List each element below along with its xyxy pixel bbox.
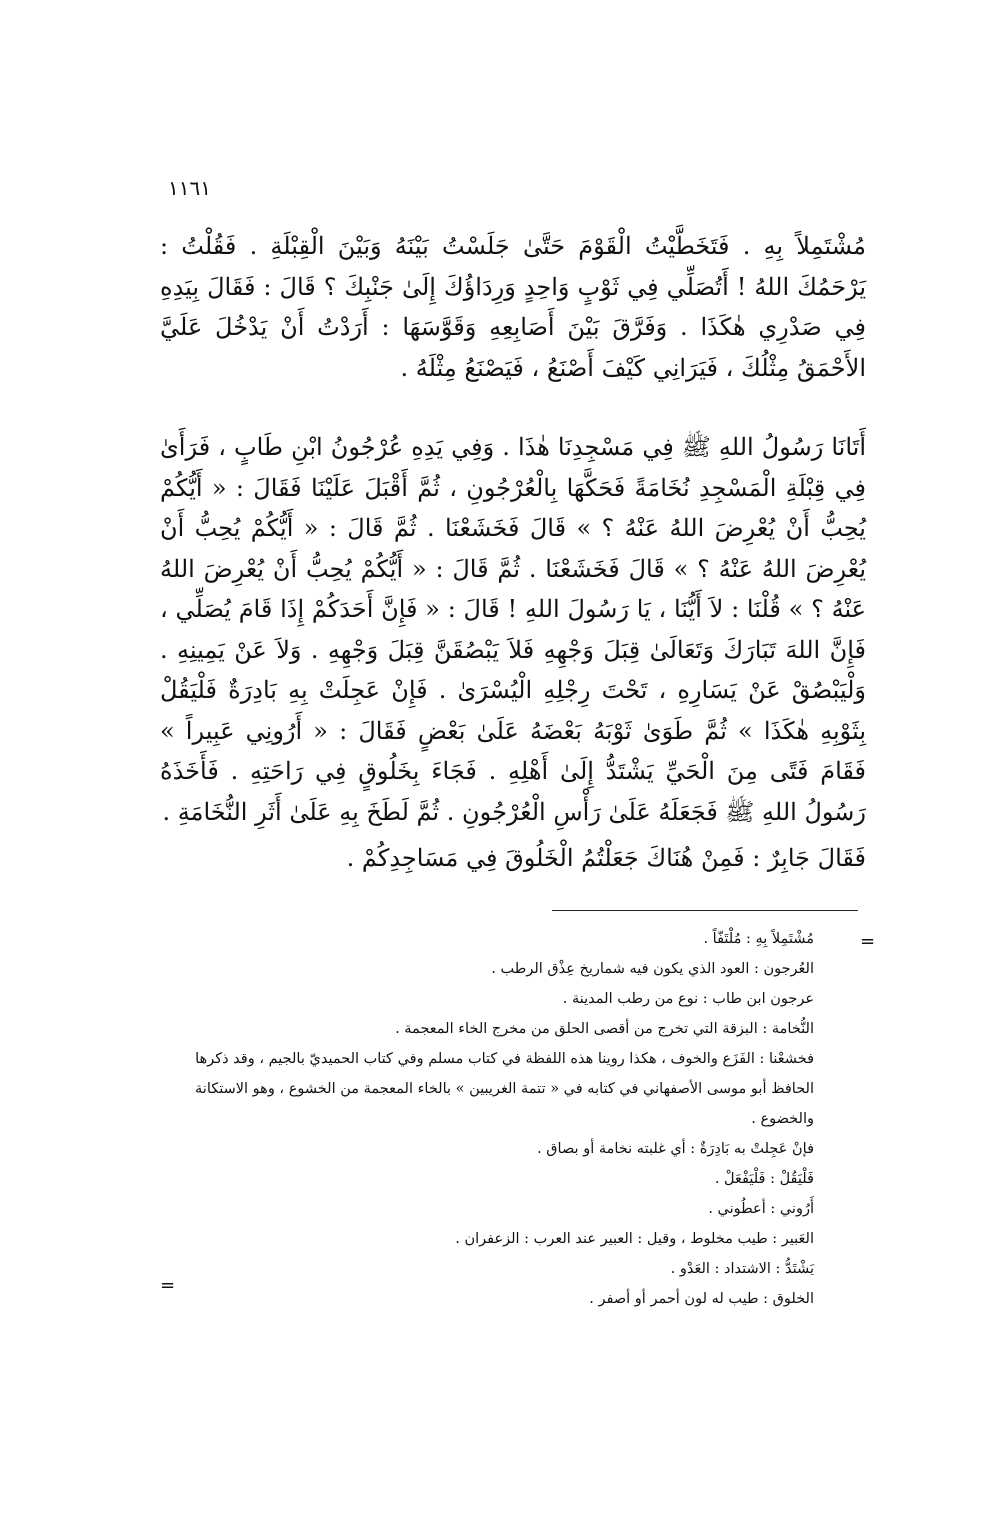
paragraph-text: أَتَانَا رَسُولُ اللهِ ﷺ فِي مَسْجِدِنَا هٰذَا . وَفِي يَدِهِ عُرْجُونُ ابْنِ طَابٍ ، فَرَأَىٰ فِي قِبْلَةِ الْمَسْجِدِ نُخَامَةً فَحَكَّهَا بِالْعُرْجُونِ ، ثُمَّ أَقْبَلَ عَلَيْنَا فَقَالَ : « أَيُّكُمْ يُحِبُّ أَنْ يُعْرِضَ اللهُ عَنْهُ ؟ » قَالَ فَخَشَعْنَا . ثُمَّ قَالَ : « أَيُّكُمْ يُحِبُّ أَنْ يُعْرِضَ اللهُ عَنْهُ ؟ » قَالَ فَخَشَعْنَا . ثُمَّ قَالَ : « أَيُّكُمْ يُحِبُّ أَنْ يُعْرِضَ اللهُ عَنْهُ ؟ » قُلْنَا : لاَ أَيُّنَا ، يَا رَسُولَ اللهِ ! قَالَ : « فَإِنَّ أَحَدَكُمْ إِذَا قَامَ يُصَلِّي ، فَإِنَّ اللهَ تَبَارَكَ وَتَعَالَىٰ قِبَلَ وَجْهِهِ فَلاَ يَبْصُقَنَّ قِبَلَ وَجْهِهِ . وَلاَ عَنْ يَمِينِهِ . وَلْيَبْصُقْ عَنْ يَسَارِهِ ، تَحْتَ رِجْلِهِ الْيُسْرَىٰ . فَإِنْ عَجِلَتْ بِهِ بَادِرَةٌ فَلْيَقُلْ بِثَوْبِهِ هٰكَذَا » ثُمَّ طَوَىٰ ثَوْبَهُ بَعْضَهُ عَلَىٰ بَعْضٍ فَقَالَ : « أَرُونِي عَبِيراً » فَقَامَ فَتًى مِنَ الْحَيِّ يَشْتَدُّ إِلَىٰ أَهْلِهِ . فَجَاءَ بِخَلُوقٍ فِي رَاحَتِهِ . فَأَخَذَهُ رَسُولُ اللهِ ﷺ فَجَعَلَهُ عَلَىٰ رَأْسِ الْعُرْجُونِ . ثُمَّ لَطَخَ بِهِ عَلَىٰ أَثَرِ النُّخَامَةِ . <box>160 433 866 826</box>
continuation-mark-top: = <box>860 931 876 952</box>
hadith-paragraph-1 <box>160 226 866 388</box>
paragraph-text: مُشْتَمِلاً بِهِ . فَتَخَطَّيْتُ الْقَوْمَ حَتَّىٰ جَلَسْتُ بَيْنَهُ وَبَيْنَ الْقِبْلَةِ . فَقُلْتُ : يَرْحَمُكَ اللهُ ! أَتُصَلِّي فِي ثَوْبٍ وَاحِدٍ وَرِدَاؤُكَ إِلَىٰ جَنْبِكَ ؟ قَالَ : فَقَالَ بِيَدِهِ فِي صَدْرِي هٰكَذَا . وَفَرَّقَ بَيْنَ أَصَابِعِهِ وَقَوَّسَهَا : أَرَدْتُ أَنْ يَدْخُلَ عَلَيَّ الأَحْمَقُ مِثْلُكَ ، فَيَرَانِي كَيْفَ أَصْنَعُ ، فَيَصْنَعُ مِثْلَهُ . <box>160 232 866 382</box>
footnote: عرجون ابن طاب : نوع من رطب المدينة . <box>562 991 814 1007</box>
footnote: أَرُوني : أعطُوني . <box>708 1201 814 1217</box>
page-number: ١١٦١ <box>168 176 211 200</box>
footnote: فإنْ عَجِلتْ به بَادِرَةٌ : أي غلبته نخامة أو بصاق . <box>537 1141 814 1157</box>
hadith-paragraph-2 <box>160 427 866 832</box>
footnotes <box>160 924 866 1314</box>
footnote: يَشْتَدُّ : الاشتداد : العَدْو . <box>670 1261 814 1277</box>
hadith-paragraph-3 <box>160 838 866 879</box>
footnote-separator <box>552 910 858 911</box>
footnote: العُرجون : العود الذي يكون فيه شماريخ عِذْق الرطب . <box>491 961 814 977</box>
footnote: العَبير : طيب مخلوط ، وقيل : العبير عند العرب : الزعفران . <box>455 1231 814 1247</box>
paragraph-text: فَقَالَ جَابِرٌ : فَمِنْ هُنَاكَ جَعَلْتُمُ الْخَلُوقَ فِي مَسَاجِدِكُمْ . <box>346 844 866 872</box>
footnote: فخشعْنا : الفَزَع والخوف ، هكذا روينا هذه اللفظة في كتاب مسلم وفي كتاب الحميديّ بالجيم ، وقد ذكرها الحافظ أبو موسى الأصفهاني في كتابه في « تتمة الغريبين » بالخاء المعجمة من الخشوع ، وهو الاستكانة والخضوع . <box>195 1051 814 1127</box>
footnote: فَلْيَقُلْ : فَلْيَفْعَلْ . <box>714 1171 814 1187</box>
continuation-mark-bottom: = <box>160 1275 176 1296</box>
footnote: مُشْتَمِلاً بِهِ : مُلْتَفّاً . <box>703 931 814 947</box>
footnote: النُّخامة : البزقة التي تخرج من أقصى الحلق من مخرج الخاء المعجمة . <box>395 1021 814 1037</box>
footnote: الخلوق : طيب له لون أحمر أو أصفر . <box>589 1291 814 1307</box>
